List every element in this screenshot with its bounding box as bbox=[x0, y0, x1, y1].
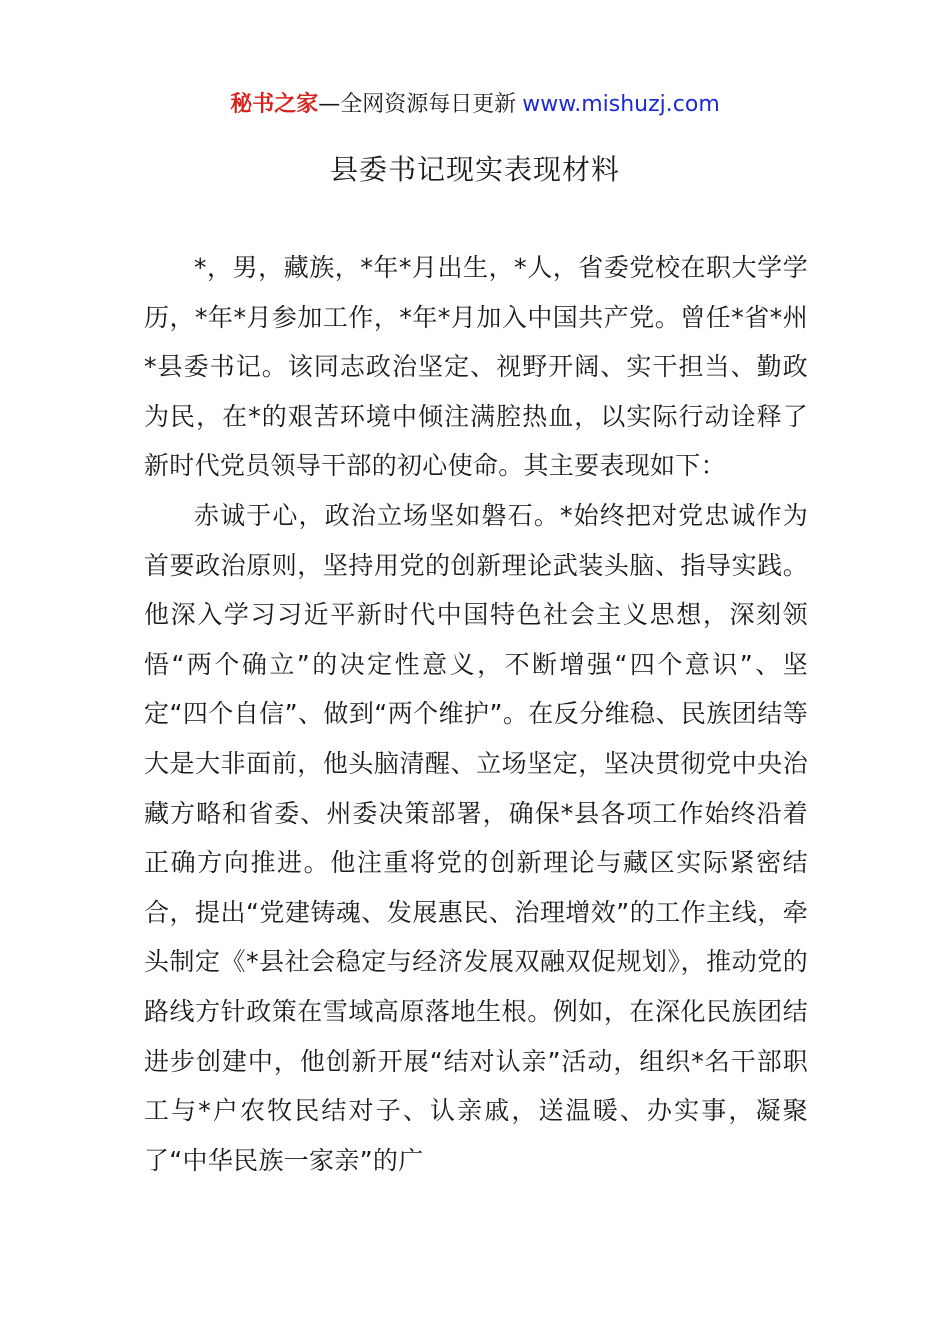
document-title: 县委书记现实表现材料 bbox=[329, 153, 620, 186]
paragraph-political-stance: 赤诚于心，政治立场坚如磐石。*始终把对党忠诚作为首要政治原则，坚持用党的创新理论武装头脑、指导实践。他深入学习习近平新时代中国特色社会主义思想，深刻领悟“两个确立”的决定性意义，不断增强“四个意识”、坚定“四个自信”、做到“两个维护”。在反分维稳、民族团结等大是大非面前，他头脑清醒、立场坚定，坚决贯彻党中央治藏方略和省委、州委决策部署，确保*县各项工作始终沿着正确方向推进。他注重将党的创新理论与藏区实际紧密结合，提出“党建铸魂、发展惠民、治理增效”的工作主线，牵头制定《*县社会稳定与经济发展双融双促规划》，推动党的路线方针政策在雪域高原落地生根。例如，在深化民族团结进步创建中，他创新开展“结对认亲”活动，组织*名干部职工与*户农牧民结对子、认亲戚，送温暖、办实事，凝聚了“中华民族一家亲”的广 bbox=[144, 500, 808, 1175]
site-header bbox=[0, 88, 950, 122]
site-url-link[interactable]: www.mishuzj.com bbox=[522, 92, 720, 117]
paragraph-intro: *，男，藏族，*年*月出生，*人，省委党校在职大学学历，*年*月参加工作，*年*月加入中国共产党。曾任*省*州*县委书记。该同志政治坚定、视野开阔、实干担当、勤政为民，在*的艰苦环境中倾注满腔热血，以实际行动诠释了新时代党员领导干部的初心使命。其主要表现如下： bbox=[144, 253, 808, 481]
site-brand: 秘书之家 bbox=[230, 92, 319, 117]
document-body bbox=[144, 243, 808, 1185]
site-tagline: —全网资源每日更新 bbox=[318, 92, 517, 117]
